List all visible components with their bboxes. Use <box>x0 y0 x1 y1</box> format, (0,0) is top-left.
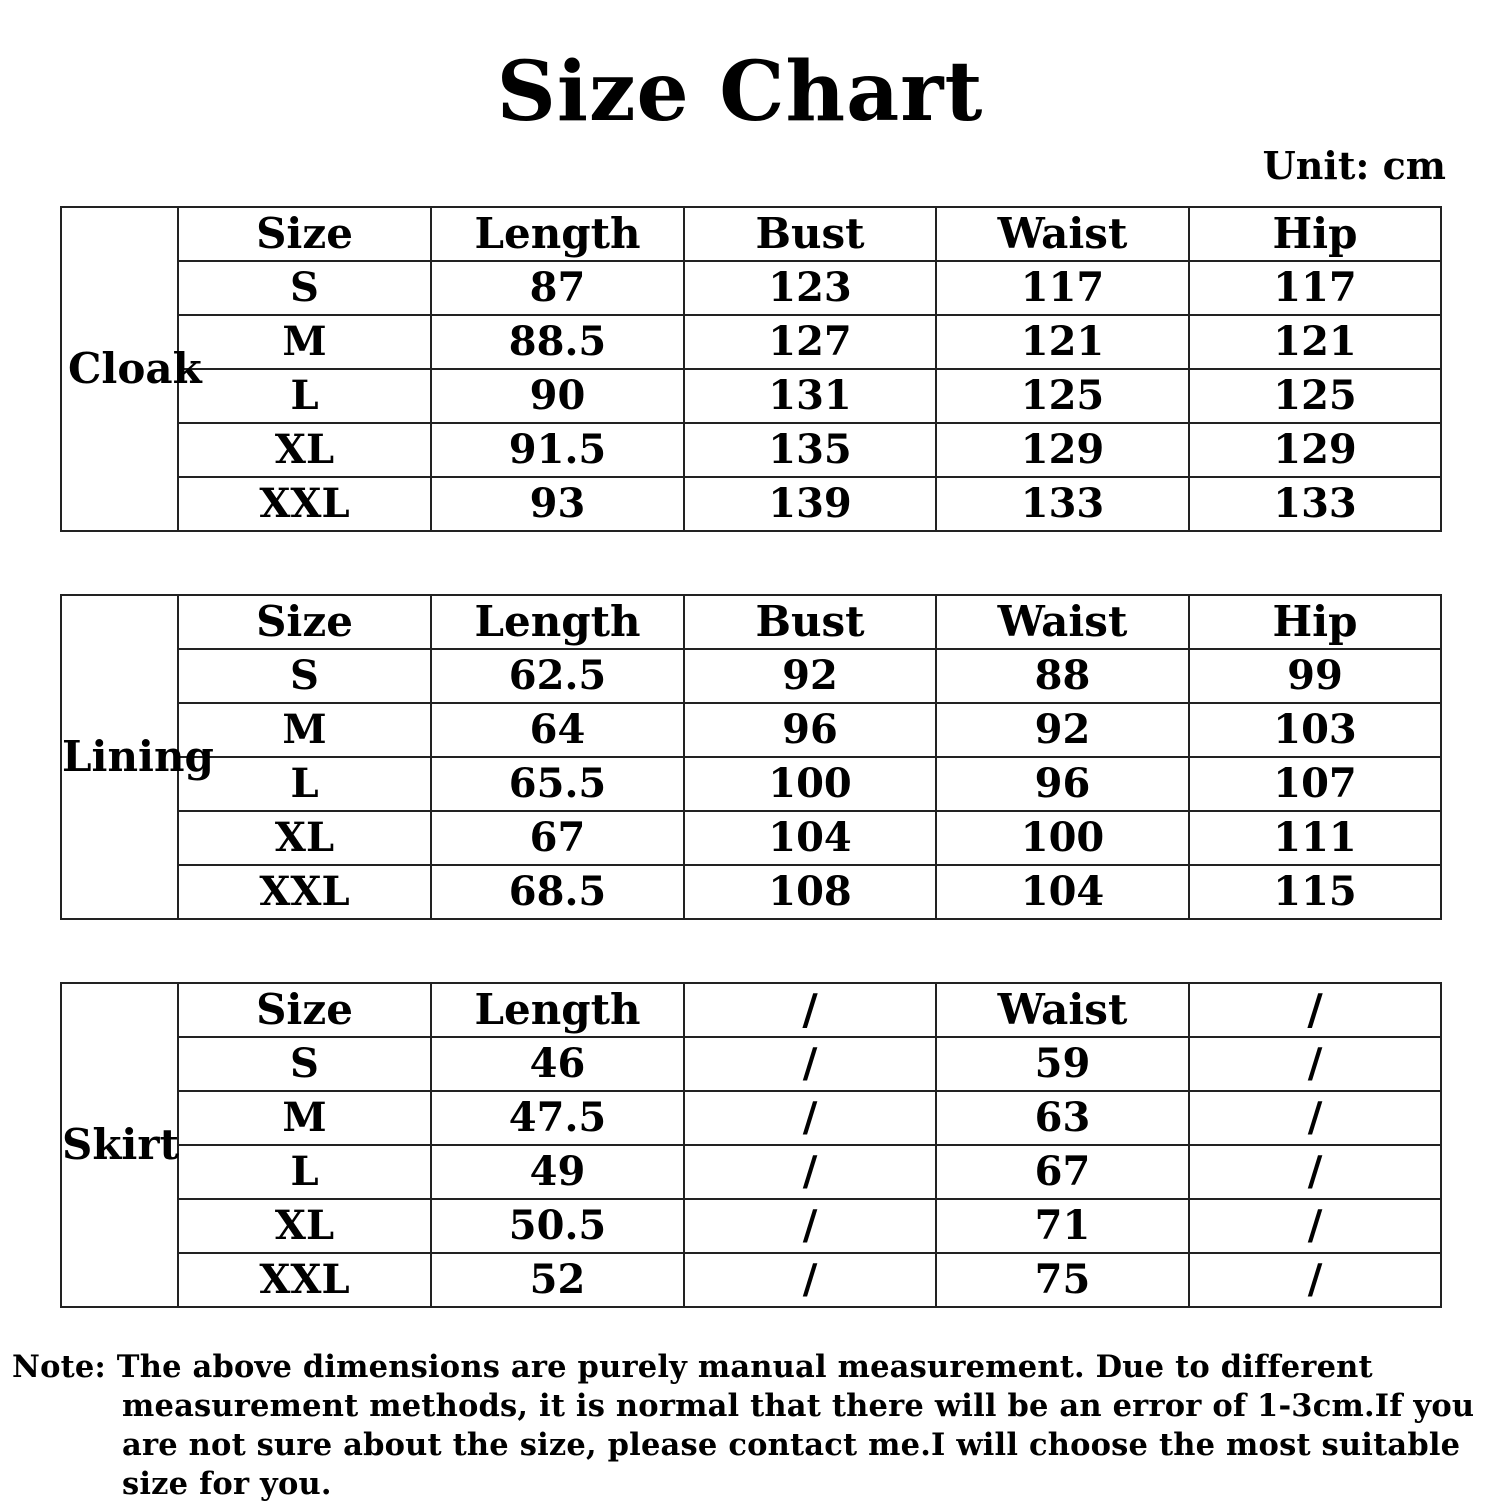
cell-waist: 96 <box>936 757 1189 811</box>
cell-empty: / <box>684 1199 936 1253</box>
table-row <box>61 1253 1441 1307</box>
header-size: Size <box>178 595 431 649</box>
cell-length: 65.5 <box>431 757 684 811</box>
group-label-cloak: Cloak <box>61 207 178 531</box>
cell-size: XXL <box>178 1253 431 1307</box>
cell-length: 50.5 <box>431 1199 684 1253</box>
cell-waist: 129 <box>936 423 1189 477</box>
table-row <box>61 423 1441 477</box>
unit-label: Unit: cm <box>1262 143 1446 188</box>
group-label-lining: Lining <box>61 595 178 919</box>
cell-empty: / <box>1189 1199 1441 1253</box>
cell-length: 91.5 <box>431 423 684 477</box>
table-row <box>61 315 1441 369</box>
cell-empty: / <box>684 1253 936 1307</box>
cell-length: 67 <box>431 811 684 865</box>
cell-bust: 92 <box>684 649 936 703</box>
cell-bust: 127 <box>684 315 936 369</box>
table-row <box>61 1199 1441 1253</box>
table-row <box>61 865 1441 919</box>
cell-size: XXL <box>178 477 431 531</box>
cell-length: 46 <box>431 1037 684 1091</box>
cell-bust: 135 <box>684 423 936 477</box>
table-row <box>61 1145 1441 1199</box>
cell-waist: 117 <box>936 261 1189 315</box>
table-row <box>61 703 1441 757</box>
cell-empty: / <box>684 1091 936 1145</box>
table-row <box>61 477 1441 531</box>
header-empty-bust: / <box>684 983 936 1037</box>
cell-waist: 104 <box>936 865 1189 919</box>
header-length: Length <box>431 983 684 1037</box>
cell-waist: 92 <box>936 703 1189 757</box>
table-row <box>61 1037 1441 1091</box>
cell-hip: 115 <box>1189 865 1441 919</box>
page-title: Size Chart <box>496 44 984 140</box>
table-row <box>61 369 1441 423</box>
cell-hip: 99 <box>1189 649 1441 703</box>
cell-length: 87 <box>431 261 684 315</box>
table-row <box>61 1091 1441 1145</box>
cell-size: M <box>178 1091 431 1145</box>
lining-size-table <box>60 594 1442 920</box>
cell-size: XL <box>178 1199 431 1253</box>
header-length: Length <box>431 207 684 261</box>
cell-empty: / <box>1189 1253 1441 1307</box>
cell-waist: 125 <box>936 369 1189 423</box>
cell-bust: 139 <box>684 477 936 531</box>
cell-length: 68.5 <box>431 865 684 919</box>
cell-waist: 133 <box>936 477 1189 531</box>
cell-size: S <box>178 649 431 703</box>
header-waist: Waist <box>936 595 1189 649</box>
cell-bust: 104 <box>684 811 936 865</box>
table-row <box>61 649 1441 703</box>
table-row <box>61 757 1441 811</box>
cell-hip: 121 <box>1189 315 1441 369</box>
header-waist: Waist <box>936 207 1189 261</box>
cell-hip: 133 <box>1189 477 1441 531</box>
table-row <box>61 811 1441 865</box>
cell-length: 64 <box>431 703 684 757</box>
cell-length: 62.5 <box>431 649 684 703</box>
cell-hip: 117 <box>1189 261 1441 315</box>
cell-bust: 131 <box>684 369 936 423</box>
cell-size: L <box>178 1145 431 1199</box>
cell-size: XXL <box>178 865 431 919</box>
header-empty-hip: / <box>1189 983 1441 1037</box>
cell-size: M <box>178 703 431 757</box>
measurement-note: Note: The above dimensions are purely manual measurement. Due to different measurement methods, it is normal that there will be an error of 1-3cm.If you are not sure about the size, please contact me.I will choose the most suitable size for you. <box>12 1349 1475 1502</box>
cell-empty: / <box>1189 1145 1441 1199</box>
cell-empty: / <box>1189 1037 1441 1091</box>
group-label-skirt: Skirt <box>61 983 178 1307</box>
cell-waist: 63 <box>936 1091 1189 1145</box>
cell-waist: 71 <box>936 1199 1189 1253</box>
cell-size: XL <box>178 423 431 477</box>
cell-size: S <box>178 1037 431 1091</box>
cell-waist: 67 <box>936 1145 1189 1199</box>
table-header-row <box>61 595 1441 649</box>
cell-hip: 125 <box>1189 369 1441 423</box>
table-header-row <box>61 207 1441 261</box>
cloak-size-table <box>60 206 1442 532</box>
cell-size: L <box>178 369 431 423</box>
cell-waist: 100 <box>936 811 1189 865</box>
header-size: Size <box>178 207 431 261</box>
skirt-size-table <box>60 982 1442 1308</box>
cell-empty: / <box>684 1037 936 1091</box>
cell-bust: 123 <box>684 261 936 315</box>
cell-length: 49 <box>431 1145 684 1199</box>
header-waist: Waist <box>936 983 1189 1037</box>
cell-size: L <box>178 757 431 811</box>
cell-empty: / <box>1189 1091 1441 1145</box>
cell-bust: 108 <box>684 865 936 919</box>
cell-hip: 129 <box>1189 423 1441 477</box>
cell-empty: / <box>684 1145 936 1199</box>
cell-bust: 100 <box>684 757 936 811</box>
cell-length: 88.5 <box>431 315 684 369</box>
table-header-row <box>61 983 1441 1037</box>
cell-hip: 111 <box>1189 811 1441 865</box>
cell-hip: 103 <box>1189 703 1441 757</box>
cell-length: 93 <box>431 477 684 531</box>
header-size: Size <box>178 983 431 1037</box>
header-length: Length <box>431 595 684 649</box>
cell-size: XL <box>178 811 431 865</box>
cell-waist: 59 <box>936 1037 1189 1091</box>
header-hip: Hip <box>1189 595 1441 649</box>
cell-waist: 121 <box>936 315 1189 369</box>
cell-hip: 107 <box>1189 757 1441 811</box>
cell-length: 52 <box>431 1253 684 1307</box>
header-bust: Bust <box>684 595 936 649</box>
header-hip: Hip <box>1189 207 1441 261</box>
cell-size: S <box>178 261 431 315</box>
cell-waist: 75 <box>936 1253 1189 1307</box>
table-row <box>61 261 1441 315</box>
cell-waist: 88 <box>936 649 1189 703</box>
header-bust: Bust <box>684 207 936 261</box>
cell-bust: 96 <box>684 703 936 757</box>
cell-size: M <box>178 315 431 369</box>
cell-length: 90 <box>431 369 684 423</box>
cell-length: 47.5 <box>431 1091 684 1145</box>
